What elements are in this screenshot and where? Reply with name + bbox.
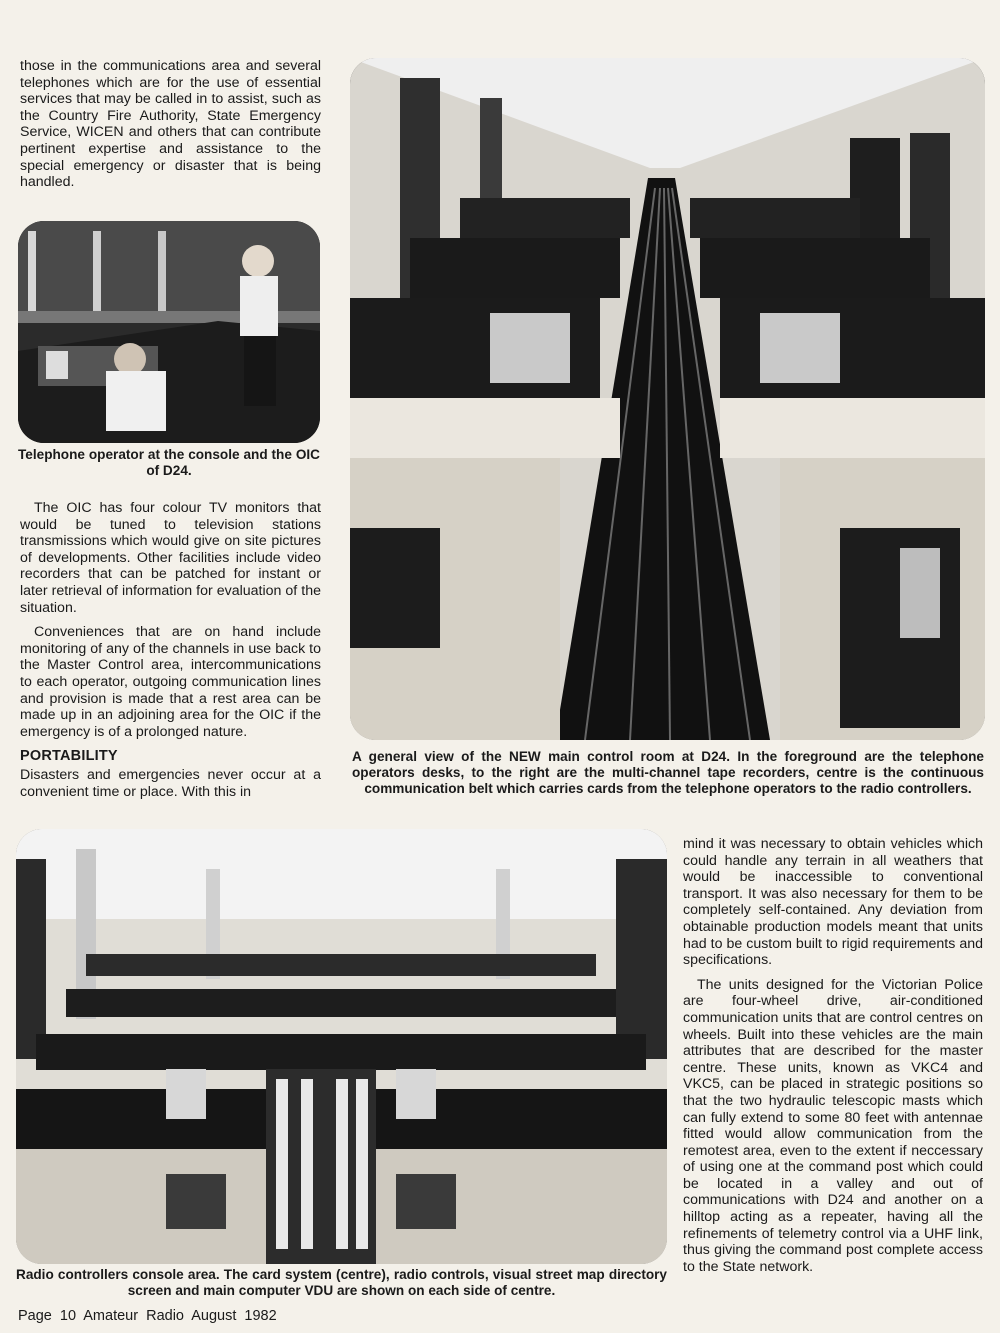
intro-text-column [20,58,321,199]
paragraph-units: The units designed for the Victorian Police are four-wheel drive, air-conditioned communication units that are control centres on wheels. Built into these vehicles are the main attributes that are described for the master centre. These units, known as VKC4 and VKC5, can be placed in strategic positions so that the two hydraulic telescopic masts which can fully extend to some 80 feet with antennae fitted would allow communication from the remotest area, even to the extent if neccessary of using one at the command post which could be located in a valley and out of communications with D24 and another on a hilltop acting as a repeater, having all the refinements of telemetry control via a UHF link, thus giving the command post complete access to the State network. [683,976,983,1275]
issue-date: August 1982 [191,1308,277,1324]
paragraph-oic: The OIC has four colour TV monitors that would be tuned to television stations transmissions which would give on site pictures of developments. Other facilities include video recorders that can be patched for instant or later retrieval of information for evaluation of the situation. [20,500,321,616]
photo-radio-controllers [16,829,667,1264]
paragraph-conveniences: Conveniences that are on hand include monitoring of any of the channels in use back to the Master Control area, intercommunications to each operator, outgoing communication lines and provision is made that a rest area can be made up in an adjoining area for the OIC if the emergency is of a prolonged nature. [20,624,321,740]
photo-telephone-operator [18,221,320,443]
caption-telephone-operator: Telephone operator at the console and the OIC of D24. [18,447,320,478]
caption-main-control-room: A general view of the NEW main control room at D24. In the foreground are the telephone operators desks, to the right are the multi-channel tape recorders, centre is the continuous communication belt which carries cards from the telephone operators to the radio controllers. [352,749,984,796]
page-footer [18,1308,277,1324]
paragraph-mind: mind it was necessary to obtain vehicles which could handle any terrain in all weathers that would be inaccessible to conventional transport. It was also necessary for them to be completely self-contained. Any deviation from obtainable production models meant that units had to be custom built to rigid requirements and specifications. [683,836,983,969]
publication-name: Amateur Radio [83,1308,184,1324]
photo-main-control-room [350,58,985,740]
vehicles-text-column [683,836,983,1283]
heading-portability: PORTABILITY [20,748,118,765]
page-number: Page 10 [18,1308,77,1324]
paragraph-portability: Disasters and emergencies never occur at a convenient time or place. With this in [20,766,321,800]
oic-text-column [20,500,321,808]
caption-radio-controllers: Radio controllers console area. The card system (centre), radio controls, visual street map directory screen and main computer VDU are shown on each side of centre. [16,1267,667,1298]
paragraph-continuation: those in the communications area and several telephones which are for the use of essential services that may be called in to assist, such as the Country Fire Authority, State Emergency Service, WICEN and others that can contribute pertinent expertise and assistance to the special emergency or disaster that is being handled. [20,58,321,191]
